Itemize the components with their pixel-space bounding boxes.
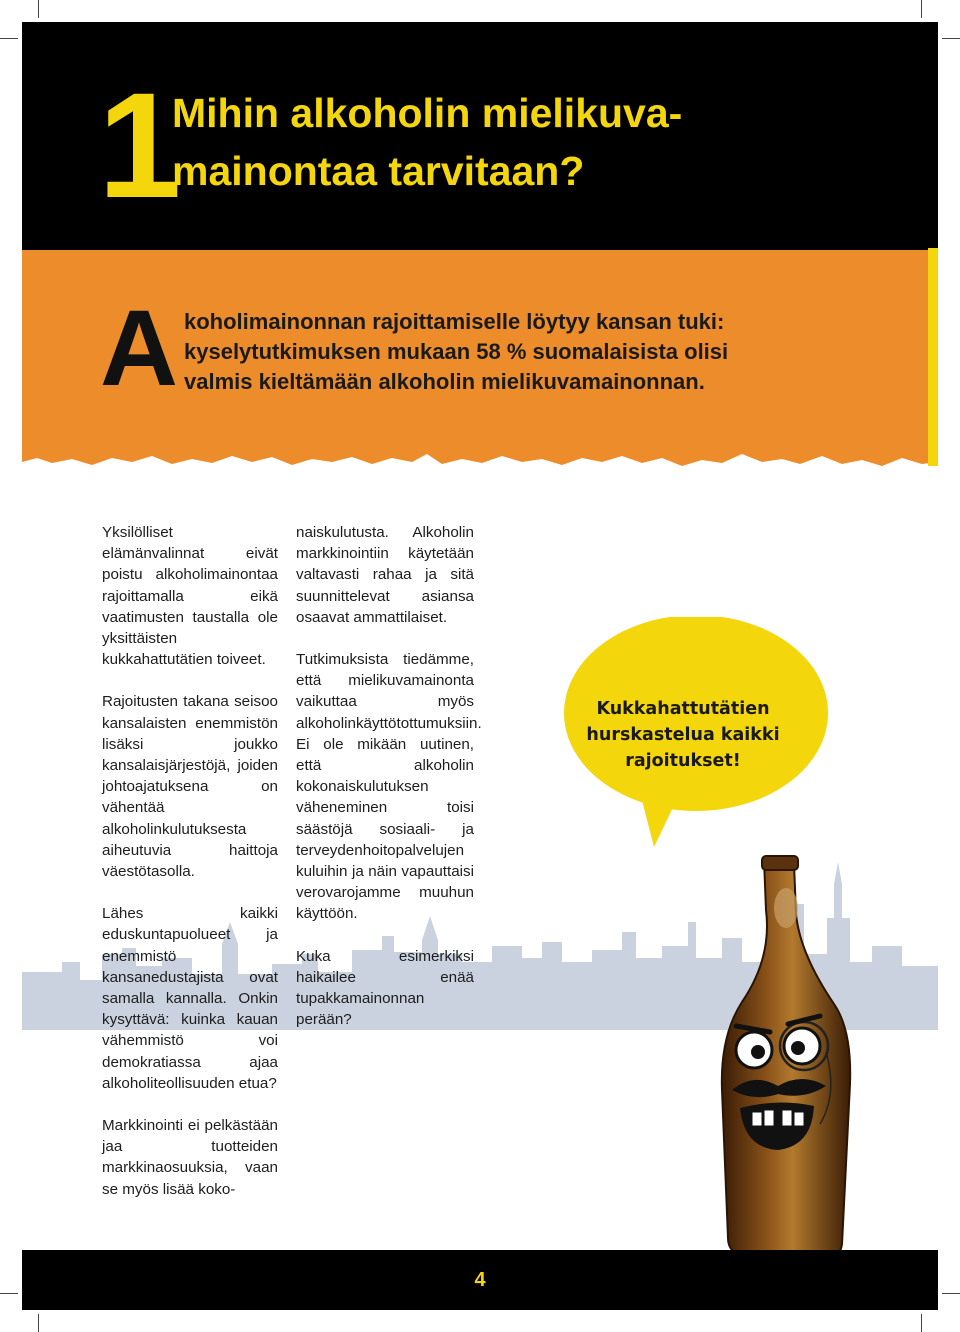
page-number: 4 [474, 1269, 486, 1291]
text-column-1 [102, 522, 278, 1221]
paragraph: Kuka esimerkiksi haikailee enää tupakkamainonnan perään? [296, 947, 474, 1029]
paragraph: Markkinointi ei pelkästään jaa tuotteiden markkinaosuuksia, vaan se myös lisää koko- [102, 1117, 278, 1198]
crop-mark [38, 1314, 39, 1332]
paragraph: Lähes kaikki eduskuntapuolueet ja enemmistö kansanedustajista ovat samalla kannalla. Onkin kysyttävä: kuinka kauan vähemmistö voi demokratiassa ajaa alkoholiteollisuuden etua? [102, 905, 278, 1092]
speech-bubble-text [563, 696, 803, 774]
chapter-number: 1 [98, 61, 176, 229]
lead-line-2: kyselytutkimuksen mukaan 58 % suomalaisista olisi [184, 339, 729, 364]
paragraph: naiskulutusta. Alkoholin markkinointiin käytetään valtavasti rahaa ja sitä suunnittelevat asiansa osaavat ammattilaiset. [296, 524, 474, 626]
crop-mark [921, 1314, 922, 1332]
chapter-title-line-2: mainontaa tarvitaan? [172, 148, 585, 194]
chapter-title [172, 84, 682, 200]
text-column-2 [296, 522, 482, 1051]
chapter-title-line-1: Mihin alkoholin mielikuva- [172, 90, 683, 136]
paragraph: Tutkimuksista tiedämme, että mielikuvamainonta vaikuttaa myös alkoholinkäyttötottumuksiin. Ei ole mikään uutinen, että alkoholin kokonaiskulutuksen väheneminen toisi säästöjä sosiaali- ja terveydenhoitopalvelujen kuluihin ja näin vapauttaisi verovarojamme muuhun käyttöön. [296, 651, 482, 923]
accent-bar [928, 248, 938, 466]
bubble-line-3: rajoitukset! [625, 751, 741, 771]
drop-cap: A [100, 287, 178, 408]
crop-mark [0, 1293, 18, 1294]
bubble-line-1: Kukkahattutätien [596, 699, 770, 719]
paragraph: Yksilölliset elämänvalinnat eivät poistu alkoholimainontaa rajoittamalla eikä vaatimusten taustalla ole yksittäisten kukkahattutätien toiveet. [102, 524, 278, 669]
page [22, 22, 938, 1310]
crop-mark [942, 1293, 960, 1294]
chapter-header [22, 22, 938, 262]
paragraph: Rajoitusten takana seisoo kansalaisten enemmistön lisäksi joukko kansalaisjärjestöjä, joiden johtoajatuksena on vähentää alkoholinkulutuksesta aiheutuvia haittoja väestötasolla. [102, 693, 278, 881]
crop-mark [0, 38, 18, 39]
page-footer [22, 1250, 938, 1310]
bubble-line-2: hurskastelua kaikki [586, 725, 780, 745]
crop-mark [921, 0, 922, 18]
lead-paragraph [184, 307, 864, 397]
lead-line-1: koholimainonnan rajoittamiselle löytyy kansan tuki: [184, 309, 725, 334]
crop-mark [38, 0, 39, 18]
bottle-character-illustration [702, 854, 862, 1264]
lead-line-3: valmis kieltämään alkoholin mielikuvamainonnan. [184, 369, 705, 394]
crop-mark [942, 38, 960, 39]
